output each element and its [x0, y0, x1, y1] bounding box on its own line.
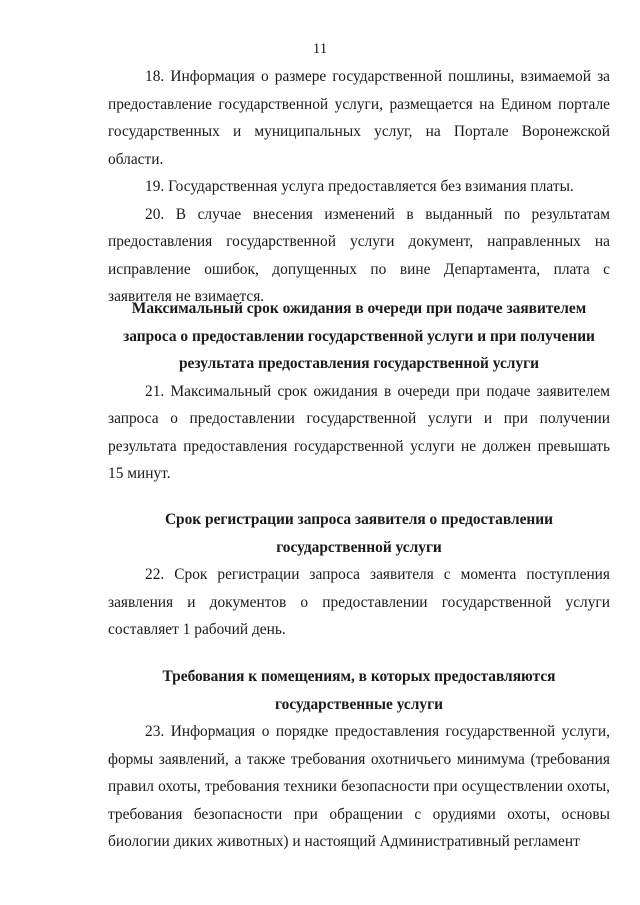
- paragraph-20: 20. В случае внесения изменений в выданный по результатам предоставления государственной услуги документ, направленных на исправление ошибок, допущенных по вине Департамента, плата с заявителя не взимается.: [108, 205, 610, 305]
- paragraph-23: 23. Информация о порядке предоставления государственной услуги, формы заявлений, а также требования охотничьего минимума (требования правил охоты, требования техники безопасности при осуществлении охоты, требования безопасности при обращении с орудиями охоты, основы биологии диких животных) и настоящий Административный регламент: [108, 723, 610, 850]
- section-registration: [108, 506, 610, 644]
- paragraphs-top: [108, 63, 610, 311]
- paragraph-22: 22. Срок регистрации запроса заявителя с момента поступления заявления и документов о предоставлении государственной услуги составляет 1 рабочий день.: [108, 566, 610, 638]
- paragraph-21: 21. Максимальный срок ожидания в очереди при подаче заявителем запроса о предоставлении государственной услуги и при получении результата предоставления государственной услуги не должен превышать 15 минут.: [108, 382, 610, 482]
- section-heading-waiting: Максимальный срок ожидания в очереди при подаче заявителем запроса о предоставлении государственной услуги и при получении результата предоставления государственной услуги: [123, 300, 595, 372]
- section-heading-premises: Требования к помещениям, в которых предоставляются государственные услуги: [162, 668, 556, 713]
- section-heading-registration: Срок регистрации запроса заявителя о предоставлении государственной услуги: [164, 511, 554, 556]
- paragraph-19: 19. Государственная услуга предоставляется без взимания платы.: [145, 178, 574, 195]
- section-waiting: [108, 295, 610, 488]
- section-premises: [108, 663, 610, 856]
- page-number: 11: [312, 41, 328, 57]
- paragraph-18: 18. Информация о размере государственной пошлины, взимаемой за предоставление государственной услуги, размещается на Едином портале государственных и муниципальных услуг, на Портале Воронежской области.: [108, 68, 610, 168]
